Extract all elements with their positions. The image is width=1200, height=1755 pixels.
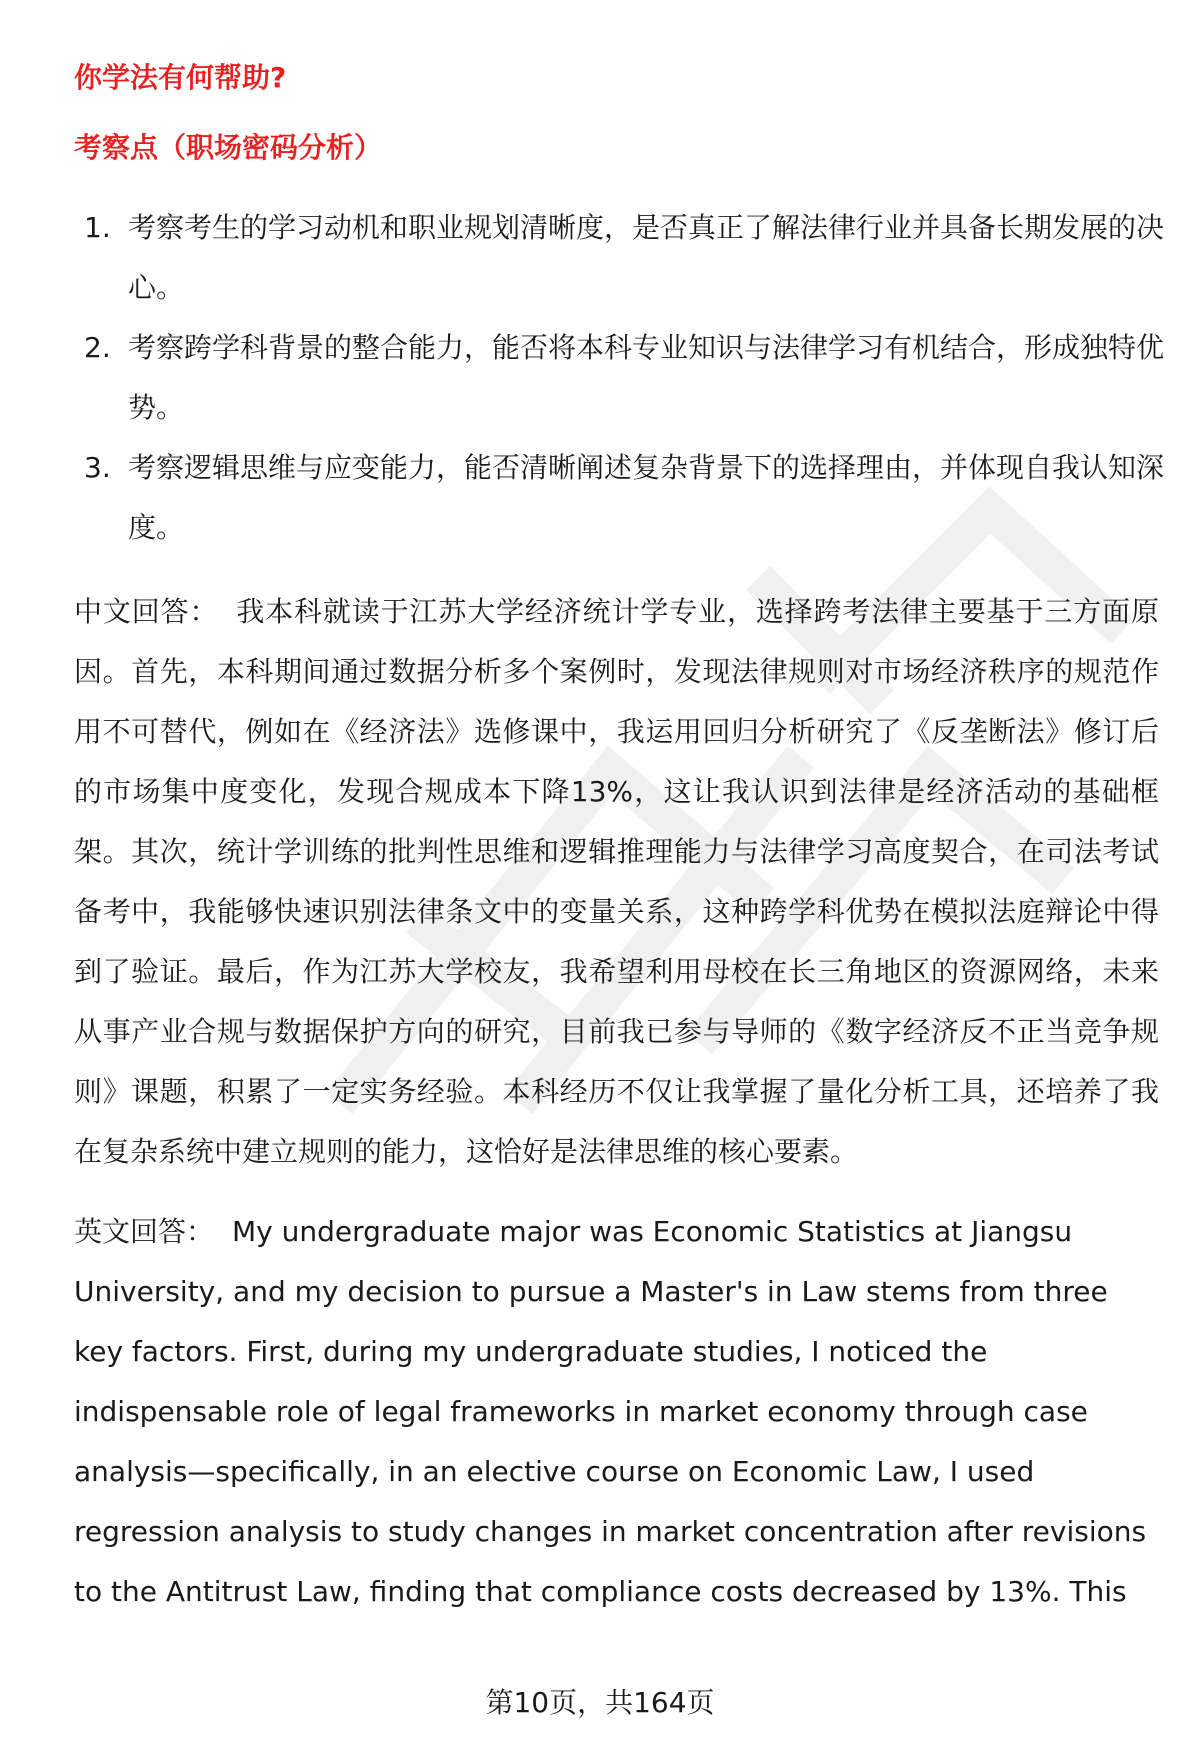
list-item-number: 1.	[84, 211, 111, 244]
exam-points-list	[74, 198, 1165, 558]
list-item-number: 2.	[84, 331, 111, 364]
list-item	[74, 318, 1164, 438]
chinese-answer-text: 我本科就读于江苏大学经济统计学专业，选择跨考法律主要基于三方面原因。首先，本科期间通过数据分析多个案例时，发现法律规则对市场经济秩序的规范作用不可替代，例如在《经济法》选修课中，我运用回归分析研究了《反垄断法》修订后的市场集中度变化，发现合规成本下降13%，这让我认识到法律是经济活动的基础框架。其次，统计学训练的批判性思维和逻辑推理能力与法律学习高度契合，在司法考试备考中，我能够快速识别法律条文中的变量关系，这种跨学科优势在模拟法庭辩论中得到了验证。最后，作为江苏大学校友，我希望利用母校在长三角地区的资源网络，未来从事产业合规与数据保护方向的研究，目前我已参与导师的《数字经济反不正当竞争规则》课题，积累了一定实务经验。本科经历不仅让我掌握了量化分析工具，还培养了我在复杂系统中建立规则的能力，这恰好是法律思维的核心要素。	[74, 595, 1159, 1168]
chinese-answer-paragraph	[74, 582, 1159, 1182]
chinese-answer-label: 中文回答：	[74, 595, 219, 628]
list-item-text: 考察逻辑思维与应变能力，能否清晰阐述复杂背景下的选择理由，并体现自我认知深度。	[128, 451, 1165, 544]
document-page	[74, 58, 1165, 1622]
question-heading-tail: 你学法有何帮助?	[74, 61, 287, 94]
list-item-number: 3.	[84, 451, 111, 484]
list-item	[74, 438, 1164, 558]
english-answer-label: 英文回答：	[74, 1215, 215, 1248]
list-item	[74, 198, 1164, 318]
english-answer-paragraph	[74, 1202, 1159, 1622]
list-item-text: 考察考生的学习动机和职业规划清晰度，是否真正了解法律行业并具备长期发展的决心。	[128, 211, 1165, 304]
exam-points-title: 考察点（职场密码分析）	[74, 131, 383, 164]
page-indicator: 第10页，共164页	[485, 1686, 715, 1719]
list-item-text: 考察跨学科背景的整合能力，能否将本科专业知识与法律学习有机结合，形成独特优势。	[128, 331, 1165, 424]
english-answer-text: My undergraduate major was Economic Statistics at Jiangsu University, and my decision to pursue a Master's in Law stems from three key factors. First, during my undergraduate studies, I noticed the indispensable role of legal frameworks in market economy through case analysis—specifically, in an elective course on Economic Law, I used regression analysis to study changes in market concentration after revisions to the Antitrust Law, finding that compliance costs decreased by 13%. This	[74, 1215, 1147, 1608]
